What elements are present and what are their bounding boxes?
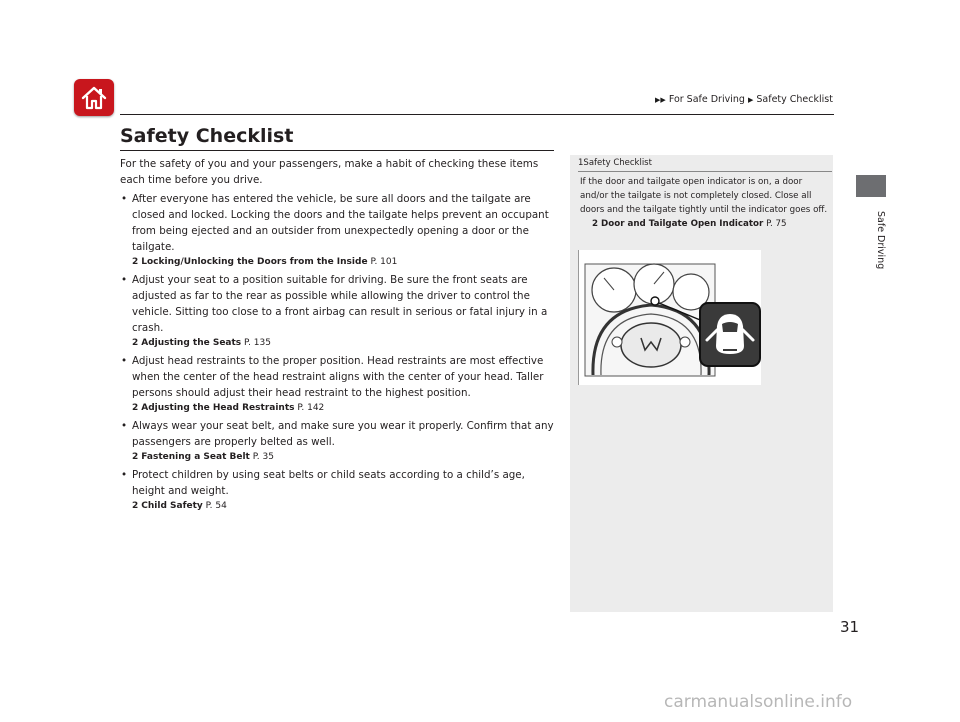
reference-arrow-icon: 2 <box>132 403 139 413</box>
side-note-text: If the door and tailgate open indicator is on, a door and/or the tailgate is not completely closed. Close all doors and the tailgate tightly until the indicator goes off. <box>580 177 828 215</box>
cross-reference-link[interactable] <box>120 451 558 464</box>
breadcrumb-arrow-icon: ▶▶ <box>655 96 666 104</box>
reference-label: Fastening a Seat Belt <box>141 452 250 462</box>
reference-page: P. 75 <box>766 219 787 229</box>
section-tab-label[interactable]: Safe Driving <box>875 210 886 270</box>
reference-arrow-icon: 2 <box>132 452 139 462</box>
reference-page: P. 35 <box>252 452 274 462</box>
reference-label: Locking/Unlocking the Doors from the Inside <box>141 257 368 267</box>
reference-arrow-icon: 2 <box>132 257 139 267</box>
reference-label: Adjusting the Head Restraints <box>141 403 295 413</box>
breadcrumb-item-current: Safety Checklist <box>756 94 833 105</box>
breadcrumb-item-section[interactable]: For Safe Driving <box>668 94 745 105</box>
watermark: carmanualsonline.info <box>664 692 853 712</box>
checklist-item-text: Protect children by using seat belts or child seats according to a child’s age, height and weight. <box>132 469 525 497</box>
checklist-item-text: Always wear your seat belt, and make sure you wear it properly. Confirm that any passengers are properly belted as well. <box>132 420 554 448</box>
section-tab-marker <box>856 175 886 197</box>
reference-page: P. 54 <box>205 501 227 511</box>
main-content <box>120 156 558 515</box>
reference-arrow-icon: 2 <box>592 219 599 229</box>
cross-reference-link[interactable] <box>120 500 558 513</box>
reference-arrow-icon: 2 <box>132 501 139 511</box>
checklist-item: • Always wear your seat belt, and make sure you wear it properly. Confirm that any passengers are properly belted as well. <box>121 420 554 448</box>
cross-reference-link[interactable] <box>120 337 558 350</box>
checklist-item: • Adjust your seat to a position suitable for driving. Be sure the front seats are adjusted as far to the rear as possible while allowing the driver to control the vehicle. Sitting too close to a front airbag can result in serious or fatal injury in a crash. <box>121 274 548 334</box>
cross-reference-link[interactable] <box>120 402 558 415</box>
reference-page: P. 101 <box>370 257 398 267</box>
checklist-item-text: Adjust head restraints to the proper position. Head restraints are most effective when the center of the head restraint aligns with the center of your head. Taller persons should adjust their head restraint to the highest position. <box>132 355 544 399</box>
home-button[interactable] <box>74 79 114 116</box>
reference-label: Door and Tailgate Open Indicator <box>601 219 764 229</box>
note-marker: 1 <box>578 158 584 168</box>
side-note-body <box>580 175 828 231</box>
side-note-divider <box>578 171 832 172</box>
intro-paragraph: For the safety of you and your passengers, make a habit of checking these items each time before you drive. <box>120 158 539 186</box>
checklist-item-text: Adjust your seat to a position suitable for driving. Be sure the front seats are adjusted as far to the rear as possible while allowing the driver to control the vehicle. Sitting too close to a front airbag can result in serious or fatal injury in a crash. <box>132 274 548 334</box>
header-divider <box>120 114 834 115</box>
breadcrumb <box>655 94 833 105</box>
reference-page: P. 142 <box>297 403 325 413</box>
checklist-item: • After everyone has entered the vehicle, be sure all doors and the tailgate are closed and locked. Locking the doors and the tailgate helps prevent an occupant from being ejected and an outsider from unexpectedly opening a door or the tailgate. <box>121 193 549 253</box>
home-icon <box>80 85 108 111</box>
breadcrumb-arrow-icon: ▶ <box>747 96 754 104</box>
reference-label: Adjusting the Seats <box>141 338 242 348</box>
cross-reference-link[interactable] <box>580 217 828 231</box>
checklist-item-text: After everyone has entered the vehicle, be sure all doors and the tailgate are closed and locked. Locking the doors and the tailgate helps prevent an occupant from being ejected and an outsider from unexpectedly opening a door or the tailgate. <box>132 193 549 253</box>
checklist-item: • Adjust head restraints to the proper position. Head restraints are most effective when the center of the head restraint aligns with the center of your head. Taller persons should adjust their head restraint to the highest position. <box>121 355 544 399</box>
door-open-indicator-icon <box>699 302 761 367</box>
reference-page: P. 135 <box>244 338 271 348</box>
cross-reference-link[interactable] <box>120 256 558 269</box>
side-note-heading <box>578 158 652 168</box>
note-heading-text: Safety Checklist <box>583 158 652 168</box>
checklist-item: • Protect children by using seat belts or child seats according to a child’s age, height and weight. <box>121 469 525 497</box>
title-divider <box>120 150 554 151</box>
page-title: Safety Checklist <box>120 125 294 147</box>
reference-label: Child Safety <box>141 501 203 511</box>
reference-arrow-icon: 2 <box>132 338 139 348</box>
page-number: 31 <box>840 618 860 636</box>
dashboard-illustration <box>578 250 761 385</box>
